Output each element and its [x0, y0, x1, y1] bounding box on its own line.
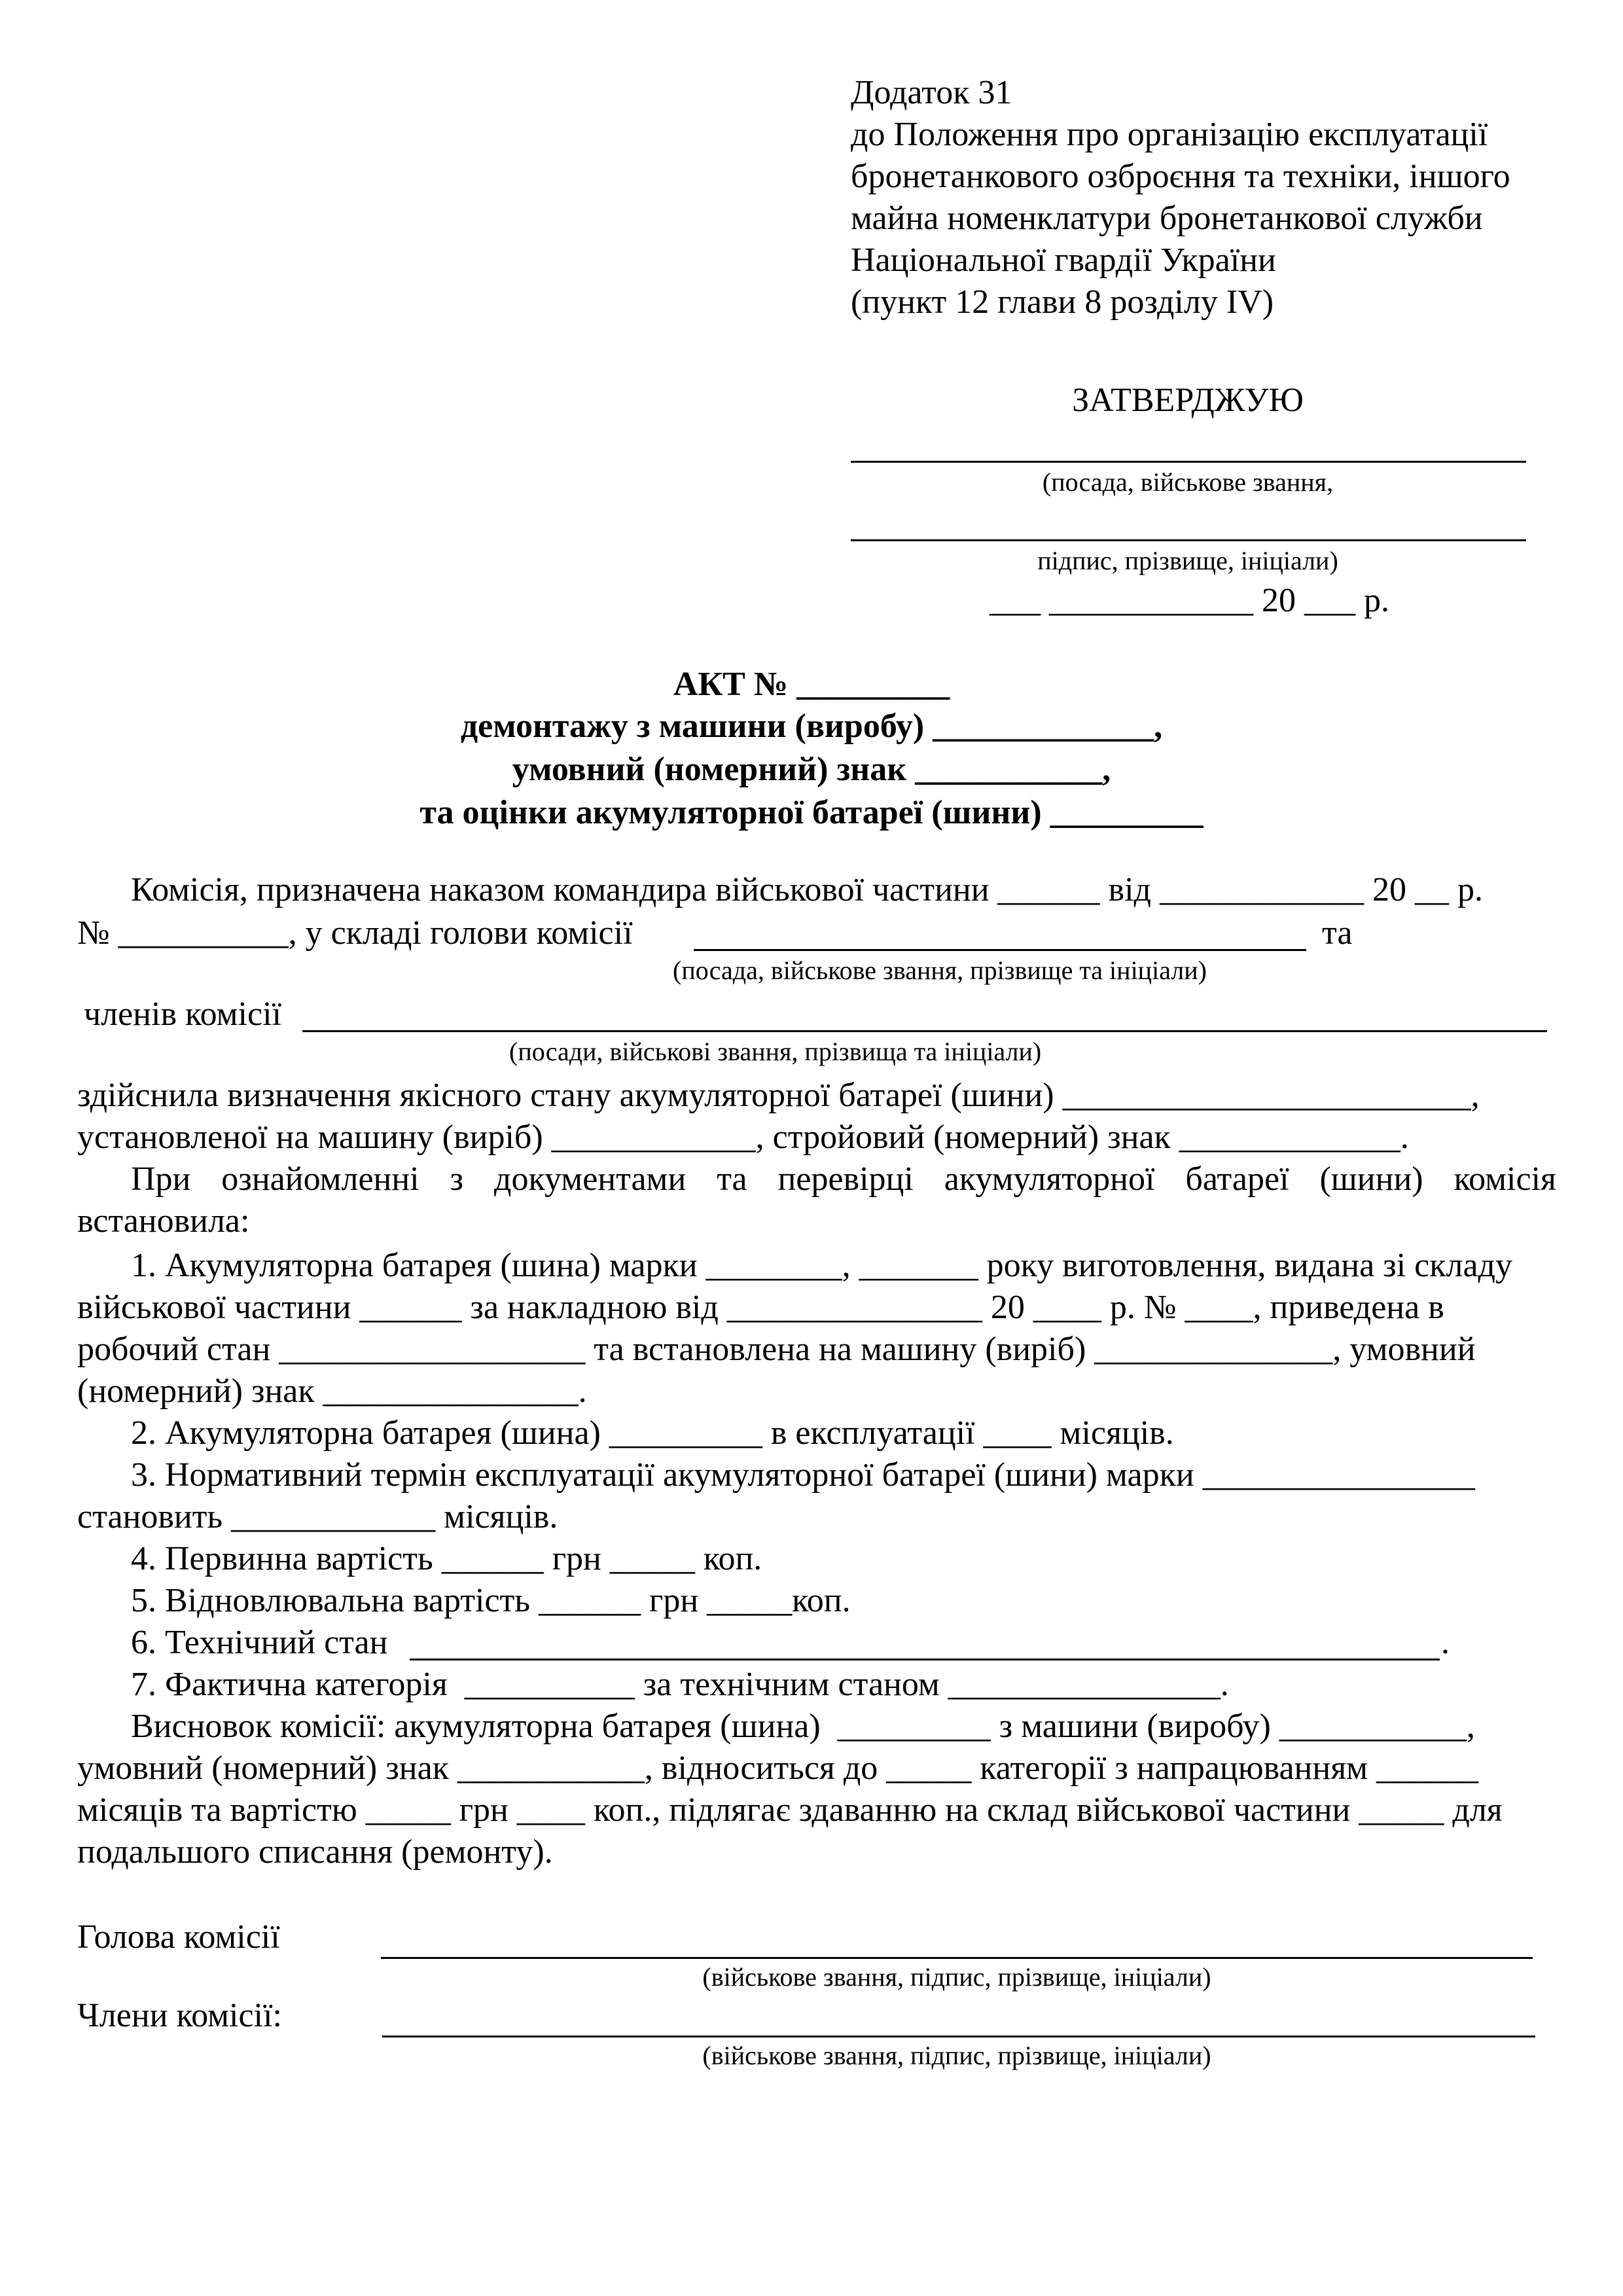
appendix-line: Національної гвардії України	[851, 242, 1276, 279]
item-4: 4. Первинна вартість ______ грн _____ коп.	[131, 1540, 762, 1577]
body-line: та	[1322, 914, 1353, 952]
body-line: № __________, у складі голови комісії	[77, 914, 641, 952]
appendix-line: Додаток 31	[851, 74, 1012, 111]
conclusion-line: Висновок комісії: акумуляторна батарея (шина) _________ з машини (виробу) ___________,	[131, 1708, 1475, 1745]
act-title-line: умовний (номерний) знак ___________,	[512, 751, 1111, 788]
conclusion-line: подальшого списання (ремонту).	[77, 1833, 553, 1871]
field-caption: (посада, військове звання, прізвище та ініціали)	[673, 956, 1207, 985]
members-signature-line[interactable]	[382, 2036, 1535, 2037]
word: та	[717, 1160, 747, 1198]
conclusion-line: умовний (номерний) знак ___________, відноситься до _____ категорії з напрацюванням ______	[77, 1749, 1479, 1787]
body-line: членів комісії	[84, 996, 290, 1033]
conclusion-line: місяців та вартістю _____ грн ____ коп., підлягає здаванню на склад військової частини _____ для	[77, 1791, 1503, 1829]
word: ознайомленні	[221, 1160, 419, 1198]
body-line: Комісія, призначена наказом командира військової частини ______ від ____________ 20 __ р.	[131, 871, 1484, 908]
chair-label: Голова комісії	[77, 1918, 280, 1956]
body-line-justified	[131, 1160, 1556, 1199]
word: комісія	[1454, 1160, 1556, 1198]
body-line: встановила:	[77, 1202, 250, 1240]
item-1-line: 1. Акумуляторна батарея (шина) марки ________, _______ року виготовлення, видана зі складу	[131, 1247, 1513, 1284]
act-title-number: АКТ № _________	[673, 666, 950, 703]
approver-signature-line[interactable]	[851, 539, 1526, 541]
item-7: 7. Фактична категорія __________ за технічним станом ________________.	[131, 1666, 1229, 1703]
technical-state-field-line[interactable]	[410, 1659, 1440, 1660]
approver-caption: підпис, прізвище, ініціали)	[1037, 546, 1338, 575]
members-caption: (військове звання, підпис, прізвище, ініціали)	[702, 2041, 1211, 2070]
approver-position-line[interactable]	[851, 461, 1526, 463]
word: При	[131, 1160, 191, 1198]
item-3-line: становить ____________ місяців.	[77, 1498, 558, 1535]
word: перевірці	[777, 1160, 914, 1198]
word: документами	[493, 1160, 687, 1198]
approve-label: ЗАТВЕРДЖУЮ	[1072, 382, 1304, 419]
chair-field-line[interactable]	[694, 949, 1306, 951]
appendix-line: (пункт 12 глави 8 розділу IV)	[851, 283, 1274, 321]
item-1-line: (номерний) знак _______________.	[77, 1372, 587, 1410]
item-1-line: військової частини ______ за накладною від _______________ 20 ____ р. № ____, приведена в	[77, 1289, 1444, 1326]
appendix-line: бронетанкового озброєння та техніки, іншого	[851, 158, 1510, 195]
word: (шини)	[1319, 1160, 1423, 1198]
item-6-end: .	[1441, 1624, 1450, 1661]
approver-caption: (посада, військове звання,	[1042, 467, 1334, 497]
item-3-line: 3. Нормативний термін експлуатації акумуляторної батареї (шини) марки ________________	[131, 1456, 1475, 1494]
body-line: установленої на машину (виріб) ____________, стройовий (номерний) знак _____________.	[77, 1119, 1409, 1156]
item-2: 2. Акумуляторна батарея (шина) _________ в експлуатації ____ місяців.	[131, 1414, 1174, 1452]
word: батареї	[1185, 1160, 1289, 1198]
act-title-line: демонтажу з машини (виробу) _____________,	[460, 708, 1163, 745]
item-1-line: робочий стан __________________ та встановлена на машину (виріб) ______________, умовний	[77, 1331, 1476, 1368]
chair-caption: (військове звання, підпис, прізвище, ініціали)	[702, 1962, 1211, 1992]
appendix-line: до Положення про організацію експлуатації	[851, 116, 1488, 153]
item-6: 6. Технічний стан	[131, 1624, 397, 1661]
word: з	[450, 1160, 464, 1198]
members-field-line[interactable]	[302, 1030, 1547, 1032]
field-caption: (посади, військові звання, прізвища та ініціали)	[509, 1037, 1042, 1066]
body-line: здійснила визначення якісного стану акумуляторної батареї (шини) ________________________,	[77, 1077, 1480, 1114]
act-title-line: та оцінки акумуляторної батареї (шини) _________	[419, 794, 1204, 831]
members-label: Члени комісії:	[77, 1997, 282, 2034]
approve-date[interactable]: ___ ____________ 20 ___ р.	[990, 582, 1389, 619]
chair-signature-line[interactable]	[381, 1957, 1533, 1959]
item-5: 5. Відновлювальна вартість ______ грн _____коп.	[131, 1582, 851, 1619]
appendix-line: майна номенклатури бронетанкової служби	[851, 200, 1483, 237]
word: акумуляторної	[944, 1160, 1155, 1198]
